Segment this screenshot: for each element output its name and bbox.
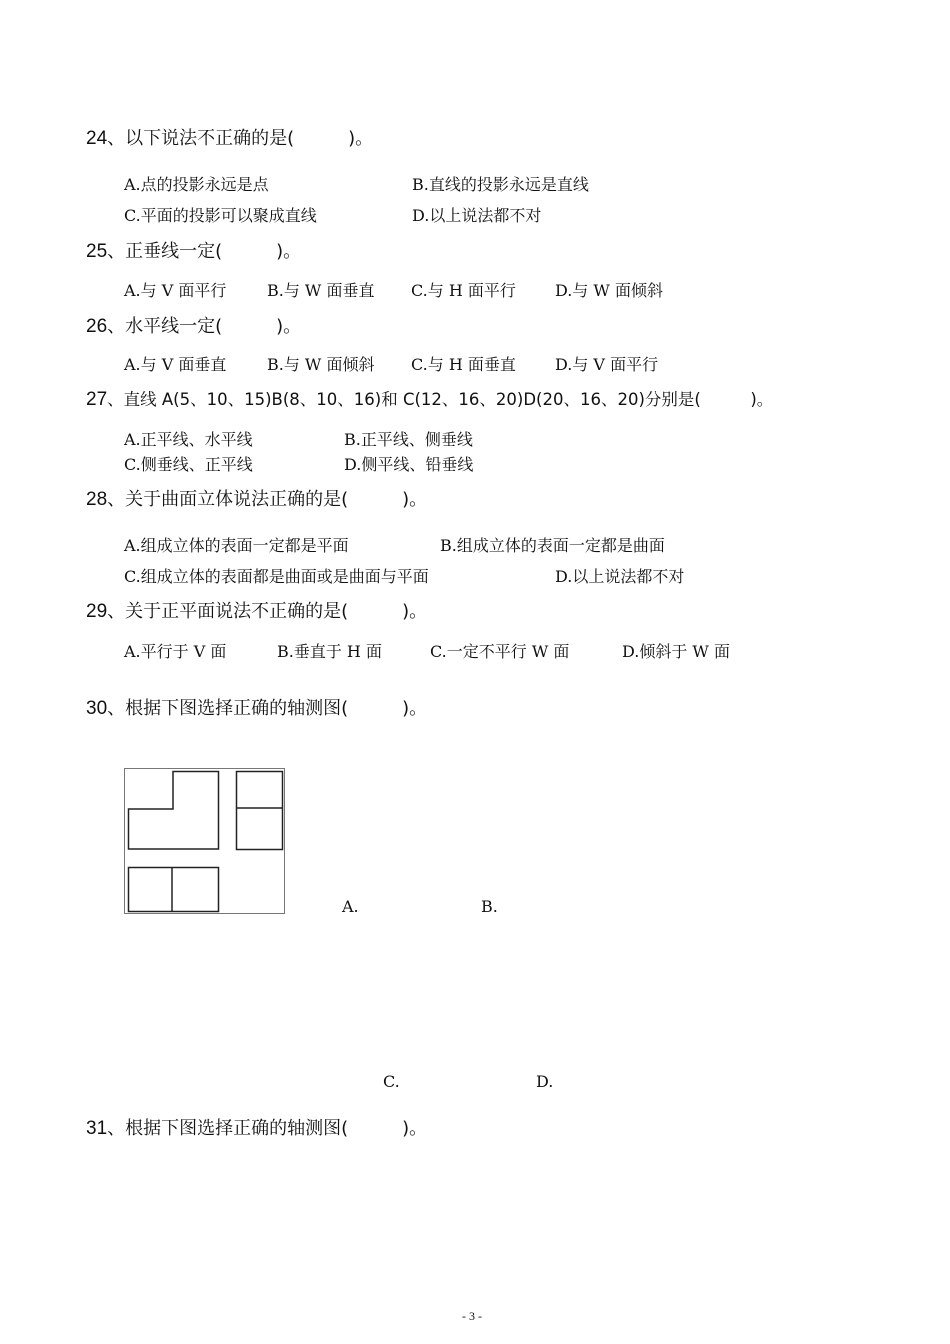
option-28-d[interactable]: D.以上说法都不对 [555,567,685,586]
question-24 [86,124,373,150]
question-26 [86,312,301,338]
question-31 [86,1114,427,1140]
option-24-d[interactable]: D.以上说法都不对 [412,206,542,225]
option-27-b[interactable]: B.正平线、侧垂线 [344,430,473,449]
option-25-a[interactable]: A.与 V 面平行 [124,281,227,300]
question-text: 、以下说法不正确的是( )。 [107,128,374,149]
option-26-c[interactable]: C.与 H 面垂直 [411,355,516,374]
option-30-c[interactable]: C. [383,1072,400,1091]
option-24-a[interactable]: A.点的投影永远是点 [124,175,269,194]
option-29-b[interactable]: B.垂直于 H 面 [277,642,382,661]
question-number: 30 [86,698,108,719]
option-28-b[interactable]: B.组成立体的表面一定都是曲面 [440,536,665,555]
option-30-a[interactable]: A. [342,897,359,916]
option-29-a[interactable]: A.平行于 V 面 [124,642,227,661]
option-30-d[interactable]: D. [536,1072,554,1091]
option-30-b[interactable]: B. [481,897,498,916]
option-24-c[interactable]: C.平面的投影可以聚成直线 [124,206,317,225]
question-text: 、直线 A(5、10、15)B(8、10、16)和 C(12、16、20)D(20、16、20)分别是( )。 [107,390,774,409]
option-27-d[interactable]: D.侧平线、铅垂线 [344,455,474,474]
option-29-c[interactable]: C.一定不平行 W 面 [430,642,570,661]
question-number: 31 [86,1118,108,1139]
question-text: 、根据下图选择正确的轴测图( )。 [107,698,428,719]
question-number: 28 [86,489,108,510]
question-text: 、关于正平面说法不正确的是( )。 [107,601,428,622]
question-text: 、关于曲面立体说法正确的是( )。 [107,489,428,510]
option-27-c[interactable]: C.侧垂线、正平线 [124,455,253,474]
question-text: 、正垂线一定( )。 [107,241,302,262]
question-text: 、水平线一定( )。 [107,316,302,337]
question-29 [86,597,427,623]
question-number: 25 [86,241,108,262]
option-26-a[interactable]: A.与 V 面垂直 [124,355,227,374]
option-28-a[interactable]: A.组成立体的表面一定都是平面 [124,536,349,555]
option-27-a[interactable]: A.正平线、水平线 [124,430,253,449]
page-number: - 3 - [462,1309,482,1323]
option-28-c[interactable]: C.组成立体的表面都是曲面或是曲面与平面 [124,567,429,586]
question-25 [86,237,301,263]
question-number: 27 [86,389,108,410]
question-number: 29 [86,601,108,622]
question-text: 、根据下图选择正确的轴测图( )。 [107,1118,428,1139]
question-28 [86,485,427,511]
option-26-b[interactable]: B.与 W 面倾斜 [267,355,375,374]
option-25-d[interactable]: D.与 W 面倾斜 [555,281,663,300]
option-24-b[interactable]: B.直线的投影永远是直线 [412,175,589,194]
question-27 [86,386,773,411]
option-29-d[interactable]: D.倾斜于 W 面 [622,642,730,661]
question-number: 24 [86,128,108,149]
option-25-b[interactable]: B.与 W 面垂直 [267,281,375,300]
three-view-drawing [120,764,290,918]
question-30 [86,694,427,720]
question-number: 26 [86,316,108,337]
option-26-d[interactable]: D.与 V 面平行 [555,355,659,374]
option-25-c[interactable]: C.与 H 面平行 [411,281,516,300]
